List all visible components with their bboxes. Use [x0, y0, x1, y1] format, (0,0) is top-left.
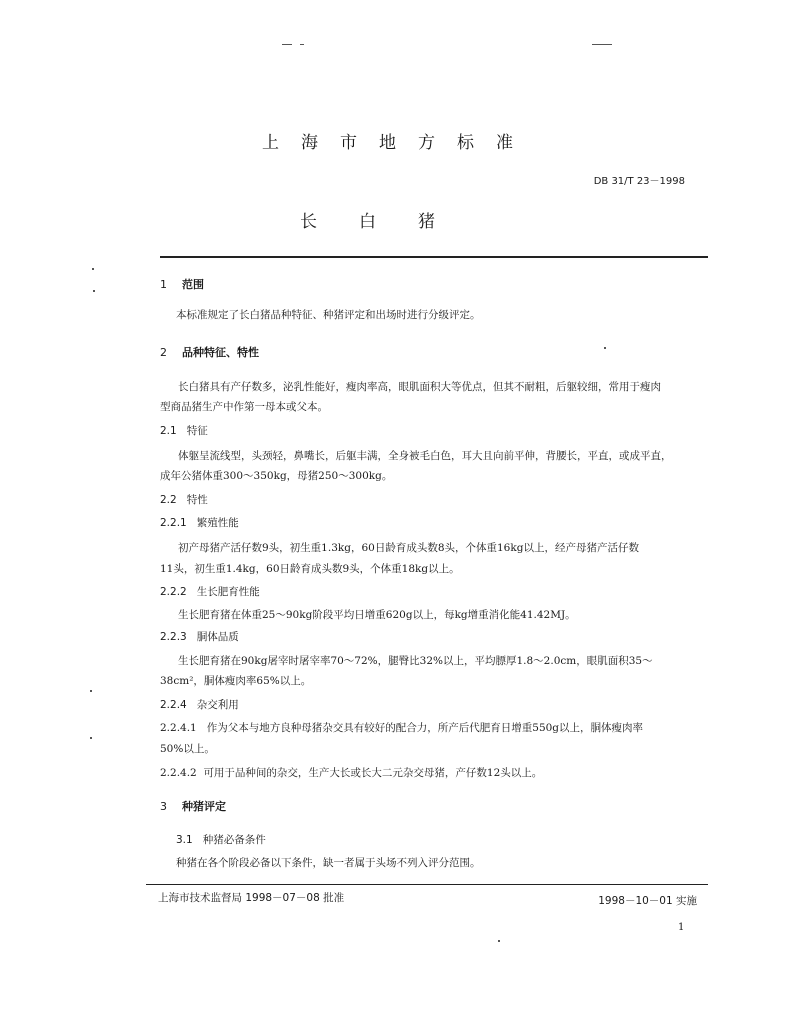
paragraph-line: 长白猪具有产仔数多，泌乳性能好，瘦肉率高，眼肌面积大等优点，但其不耐粗，后躯较细，常用于瘦肉	[178, 381, 661, 393]
section-title: 范围	[182, 278, 204, 291]
scan-speck	[90, 737, 92, 739]
document-title: 长白猪	[300, 212, 477, 232]
clause-2-2-4-1	[160, 720, 643, 735]
subsection-number: 2.2.2	[160, 586, 187, 598]
page-number: 1	[678, 922, 685, 933]
section-title: 品种特征、特性	[182, 346, 259, 359]
subsection-title: 特征	[186, 425, 208, 437]
scan-speck	[282, 44, 292, 45]
approval-note: 上海市技术监督局 1998－07－08 批准	[158, 892, 345, 904]
footer-rule	[146, 884, 708, 885]
clause-2-2-4-2	[160, 765, 542, 780]
section-2-heading	[160, 344, 259, 360]
paragraph-line: 生长肥育猪在体重25～90kg阶段平均日增重620g以上，每kg增重消化能41.42MJ。	[178, 609, 576, 621]
subsection-2-2-1-heading	[160, 515, 239, 530]
subsection-2-2-3-heading	[160, 629, 239, 644]
effective-date: 1998－10－01 实施	[598, 895, 697, 907]
paragraph-line: 38cm²，胴体瘦肉率65%以上。	[160, 675, 312, 687]
subsection-number: 2.2	[160, 494, 177, 506]
paragraph-line: 型商品猪生产中作第一母本或父本。	[160, 401, 328, 413]
scan-speck	[592, 44, 612, 45]
subsection-3-1-heading	[176, 832, 266, 847]
org-title: 上海市地方标准	[262, 133, 535, 153]
clause-number: 2.2.4.1	[160, 722, 197, 734]
section-3-heading	[160, 798, 226, 814]
paragraph-line: 成年公猪体重300～350kg，母猪250～300kg。	[160, 470, 393, 482]
subsection-2-1-heading	[160, 423, 208, 438]
subsection-2-2-heading	[160, 492, 208, 507]
scan-speck	[93, 290, 95, 292]
subsection-title: 胴体品质	[196, 631, 239, 643]
scan-speck	[90, 690, 92, 692]
subsection-2-2-4-heading	[160, 697, 239, 712]
paragraph-line: 50%以上。	[160, 743, 215, 755]
subsection-title: 繁殖性能	[196, 517, 239, 529]
section-number: 3	[160, 800, 167, 813]
subsection-title: 特性	[186, 494, 208, 506]
scan-speck	[498, 940, 500, 942]
scan-speck	[300, 44, 304, 45]
paragraph-line: 体躯呈流线型，头颈轻，鼻嘴长，后躯丰满，全身被毛白色，耳大且向前平伸，背腰长，平直，或成平直，	[178, 450, 672, 462]
section-number: 1	[160, 278, 167, 291]
standard-number: DB 31/T 23－1998	[593, 176, 685, 187]
subsection-number: 2.2.3	[160, 631, 187, 643]
section-1-heading	[160, 276, 204, 292]
subsection-title: 杂交利用	[196, 699, 239, 711]
paragraph-line: 种猪在各个阶段必备以下条件，缺一者属于头场不列入评分范围。	[176, 857, 481, 869]
section-number: 2	[160, 346, 167, 359]
scan-speck	[604, 347, 606, 349]
subsection-number: 2.2.1	[160, 517, 187, 529]
subsection-title: 生长肥育性能	[196, 586, 260, 598]
subsection-number: 3.1	[176, 834, 193, 846]
subsection-number: 2.2.4	[160, 699, 187, 711]
header-rule	[160, 256, 708, 258]
paragraph: 本标准规定了长白猪品种特征、种猪评定和出场时进行分级评定。	[176, 309, 481, 321]
paragraph-line: 生长肥育猪在90kg屠宰时屠宰率70～72%，腿臀比32%以上，平均膘厚1.8～2.0cm，眼肌面积35～	[178, 655, 653, 667]
subsection-number: 2.1	[160, 425, 177, 437]
paragraph-line: 初产母猪产活仔数9头，初生重1.3kg，60日龄育成头数8头，个体重16kg以上，经产母猪产活仔数	[178, 542, 639, 554]
subsection-2-2-2-heading	[160, 584, 260, 599]
clause-text: 可用于品种间的杂交，生产大长或长大二元杂交母猪，产仔数12头以上。	[203, 767, 543, 779]
section-title: 种猪评定	[182, 800, 226, 813]
paragraph-line: 11头，初生重1.4kg，60日龄育成头数9头，个体重18kg以上。	[160, 563, 460, 575]
clause-number: 2.2.4.2	[160, 767, 197, 779]
subsection-title: 种猪必备条件	[202, 834, 266, 846]
scan-speck	[92, 268, 94, 270]
clause-text: 作为父本与地方良种母猪杂交具有较好的配合力，所产后代肥育日增重550g以上，胴体瘦肉率	[206, 722, 644, 734]
